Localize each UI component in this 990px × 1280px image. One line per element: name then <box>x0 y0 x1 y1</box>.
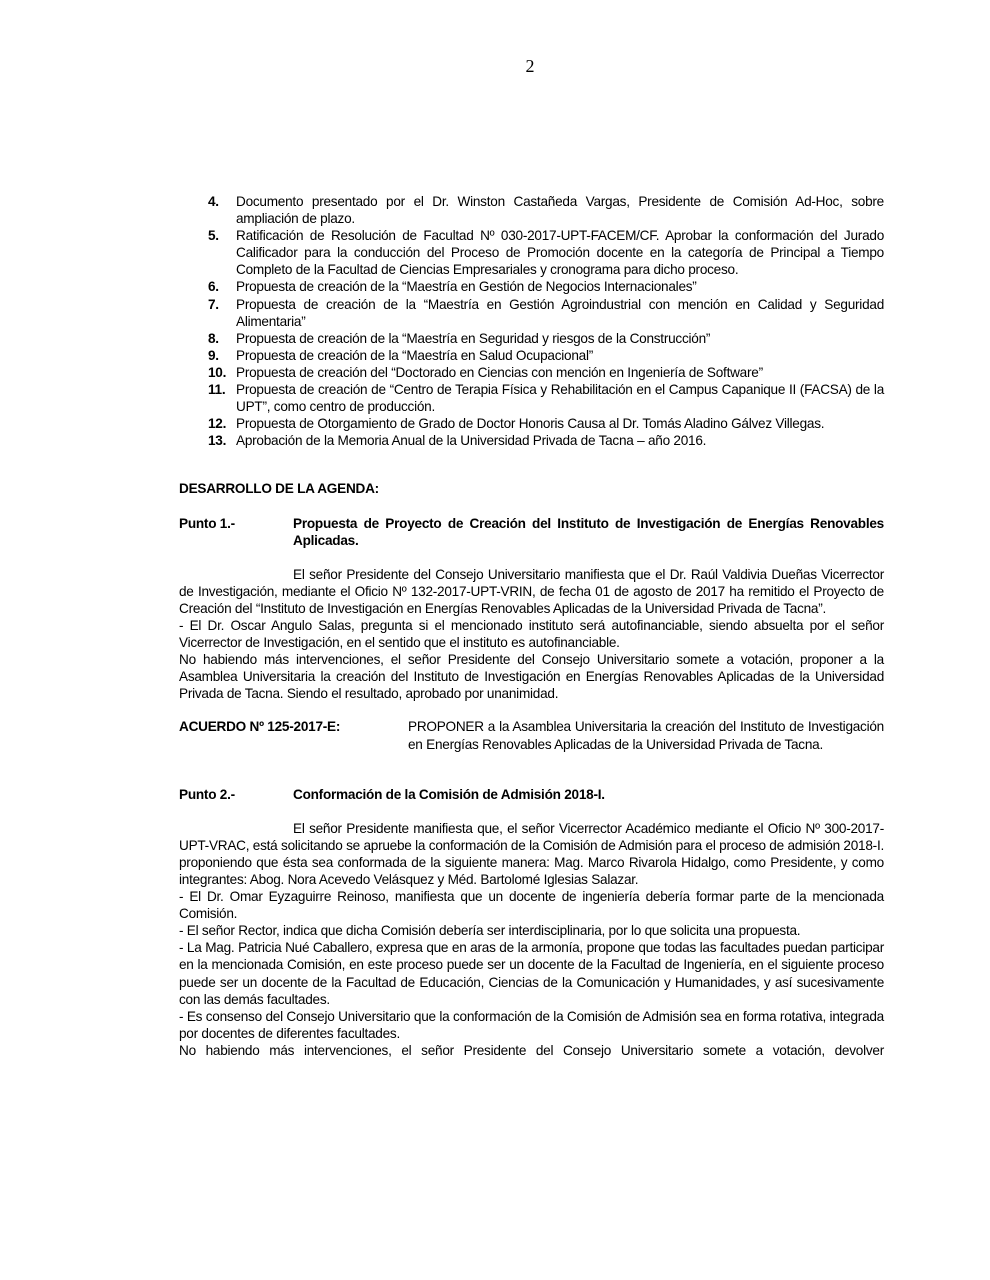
paragraph: - Es consenso del Consejo Universitario que la conformación de la Comisión de Admisión sea en forma rotativa, integrada por docentes de diferentes facultades. <box>179 1008 884 1041</box>
item-text: Propuesta de creación del “Doctorado en Ciencias con mención en Ingeniería de Software” <box>236 364 763 380</box>
paragraph: No habiendo más intervenciones, el señor Presidente del Consejo Universitario somete a votación, proponer a la Asamblea Universitaria la creación del Instituto de Investigación en Energías Renovables Aplicadas de la Universidad Privada de Tacna. Siendo el resultado, aprobado por unanimidad. <box>179 652 884 702</box>
punto-title: Conformación de la Comisión de Admisión 2018-I. <box>293 786 605 802</box>
item-text: Propuesta de creación de la “Maestría en Seguridad y riesgos de la Construcción” <box>236 330 711 346</box>
item-number: 12. <box>208 416 227 432</box>
item-number: 13. <box>208 433 227 449</box>
item-text: Propuesta de creación de “Centro de Terapia Física y Rehabilitación en el Campus Capanique II (FACSA) de la UPT”, como centro de producción. <box>236 382 884 415</box>
paragraph: - El Dr. Omar Eyzaguirre Reinoso, manifiesta que un docente de ingeniería debería formar parte de la mencionada Comisión. <box>179 889 884 922</box>
item-text: Propuesta de Otorgamiento de Grado de Doctor Honoris Causa al Dr. Tomás Aladino Gálvez Villegas. <box>236 416 825 432</box>
item-text: Documento presentado por el Dr. Winston Castañeda Vargas, Presidente de Comisión Ad-Hoc, sobre ampliación de plazo. <box>236 194 884 227</box>
list-item <box>179 330 884 347</box>
list-item <box>179 278 884 295</box>
item-number: 9. <box>208 347 219 363</box>
item-number: 10. <box>208 364 227 380</box>
item-number: 8. <box>208 330 219 346</box>
acuerdo <box>179 718 884 752</box>
paragraph: El señor Presidente manifiesta que, el señor Vicerrector Académico mediante el Oficio Nº 300-2017-UPT-VRAC, está solicitando se apruebe la conformación de la Comisión de Admisión para el proceso de admisión 2018-I. proponiendo que ésta sea conformada de la siguiente manera: Mag. Marco Rivarola Hidalgo, como Presidente, y como integrantes: Abog. Nora Acevedo Velásquez y Méd. Bartolomé Iglesias Salazar. <box>179 820 884 887</box>
item-text: Propuesta de creación de la “Maestría en Gestión de Negocios Internacionales” <box>236 279 697 295</box>
paragraph: El señor Presidente del Consejo Universitario manifiesta que el Dr. Raúl Valdivia Dueñas Vicerrector de Investigación, mediante el Oficio Nº 132-2017-UPT-VRIN, de fecha 01 de agosto de 2017 ha remitido el Proyecto de Creación del “Instituto de Investigación en Energías Renovables Aplicadas de la Universidad Privada de Tacna”. <box>179 566 884 616</box>
item-text: Propuesta de creación de la “Maestría en Salud Ocupacional” <box>236 347 594 363</box>
list-item <box>179 193 884 227</box>
paragraph: No habiendo más intervenciones, el señor Presidente del Consejo Universitario somete a votación, devolver <box>179 1042 884 1058</box>
agenda-list <box>179 193 884 449</box>
item-number: 4. <box>208 194 219 209</box>
list-item <box>179 381 884 415</box>
punto-title: Propuesta de Proyecto de Creación del Instituto de Investigación de Energías Renovables Aplicadas. <box>293 515 884 548</box>
list-item <box>179 364 884 381</box>
paragraph: - El señor Rector, indica que dicha Comisión debería ser interdisciplinaria, por lo que solicita una propuesta. <box>179 923 801 939</box>
page-number: 2 <box>525 56 535 76</box>
list-item <box>179 347 884 364</box>
item-text: Ratificación de Resolución de Facultad Nº 030-2017-UPT-FACEM/CF. Aprobar la conformación del Jurado Calificador para la conducción del Proceso de Promoción docente en la categoría de Principal a Tiempo Completo de la Facultad de Ciencias Empresariales y cronograma para dicho proceso. <box>236 228 884 278</box>
list-item <box>179 296 884 330</box>
paragraph: - La Mag. Patricia Nué Caballero, expresa que en aras de la armonía, propone que todas las facultades puedan participar en la mencionada Comisión, en este proceso puede ser un docente de la Facultad de Ingeniería, en el siguiente proceso puede ser un docente de la Facultad de Educación, Ciencias de la Comunicación y Humanidades, y así sucesivamente con las demás facultades. <box>179 940 884 1007</box>
item-number: 7. <box>208 296 219 312</box>
section-heading: DESARROLLO DE LA AGENDA: <box>179 481 379 497</box>
item-number: 11. <box>208 382 226 398</box>
punto-label: Punto 2.- <box>179 786 235 802</box>
item-number: 5. <box>208 228 219 244</box>
punto-2-heading <box>179 786 884 803</box>
punto-1-heading <box>179 515 884 549</box>
item-number: 6. <box>208 279 219 295</box>
item-text: Aprobación de la Memoria Anual de la Universidad Privada de Tacna – año 2016. <box>236 433 707 449</box>
acuerdo-label: ACUERDO Nº 125-2017-E: <box>179 719 341 735</box>
list-item <box>179 227 884 278</box>
item-text: Propuesta de creación de la “Maestría en Gestión Agroindustrial con mención en Calidad y Seguridad Alimentaria” <box>236 296 884 329</box>
paragraph: - El Dr. Oscar Angulo Salas, pregunta si el mencionado instituto será autofinanciable, siendo absuelta por el señor Vicerrector de Investigación, en el sentido que el instituto es autofinanciable. <box>179 617 884 651</box>
acuerdo-text: PROPONER a la Asamblea Universitaria la creación del Instituto de Investigación en Energías Renovables Aplicadas de la Universidad Privada de Tacna. <box>408 719 884 752</box>
list-item <box>179 432 884 449</box>
list-item <box>179 415 884 432</box>
punto-label: Punto 1.- <box>179 515 235 531</box>
document-body <box>179 193 884 1059</box>
